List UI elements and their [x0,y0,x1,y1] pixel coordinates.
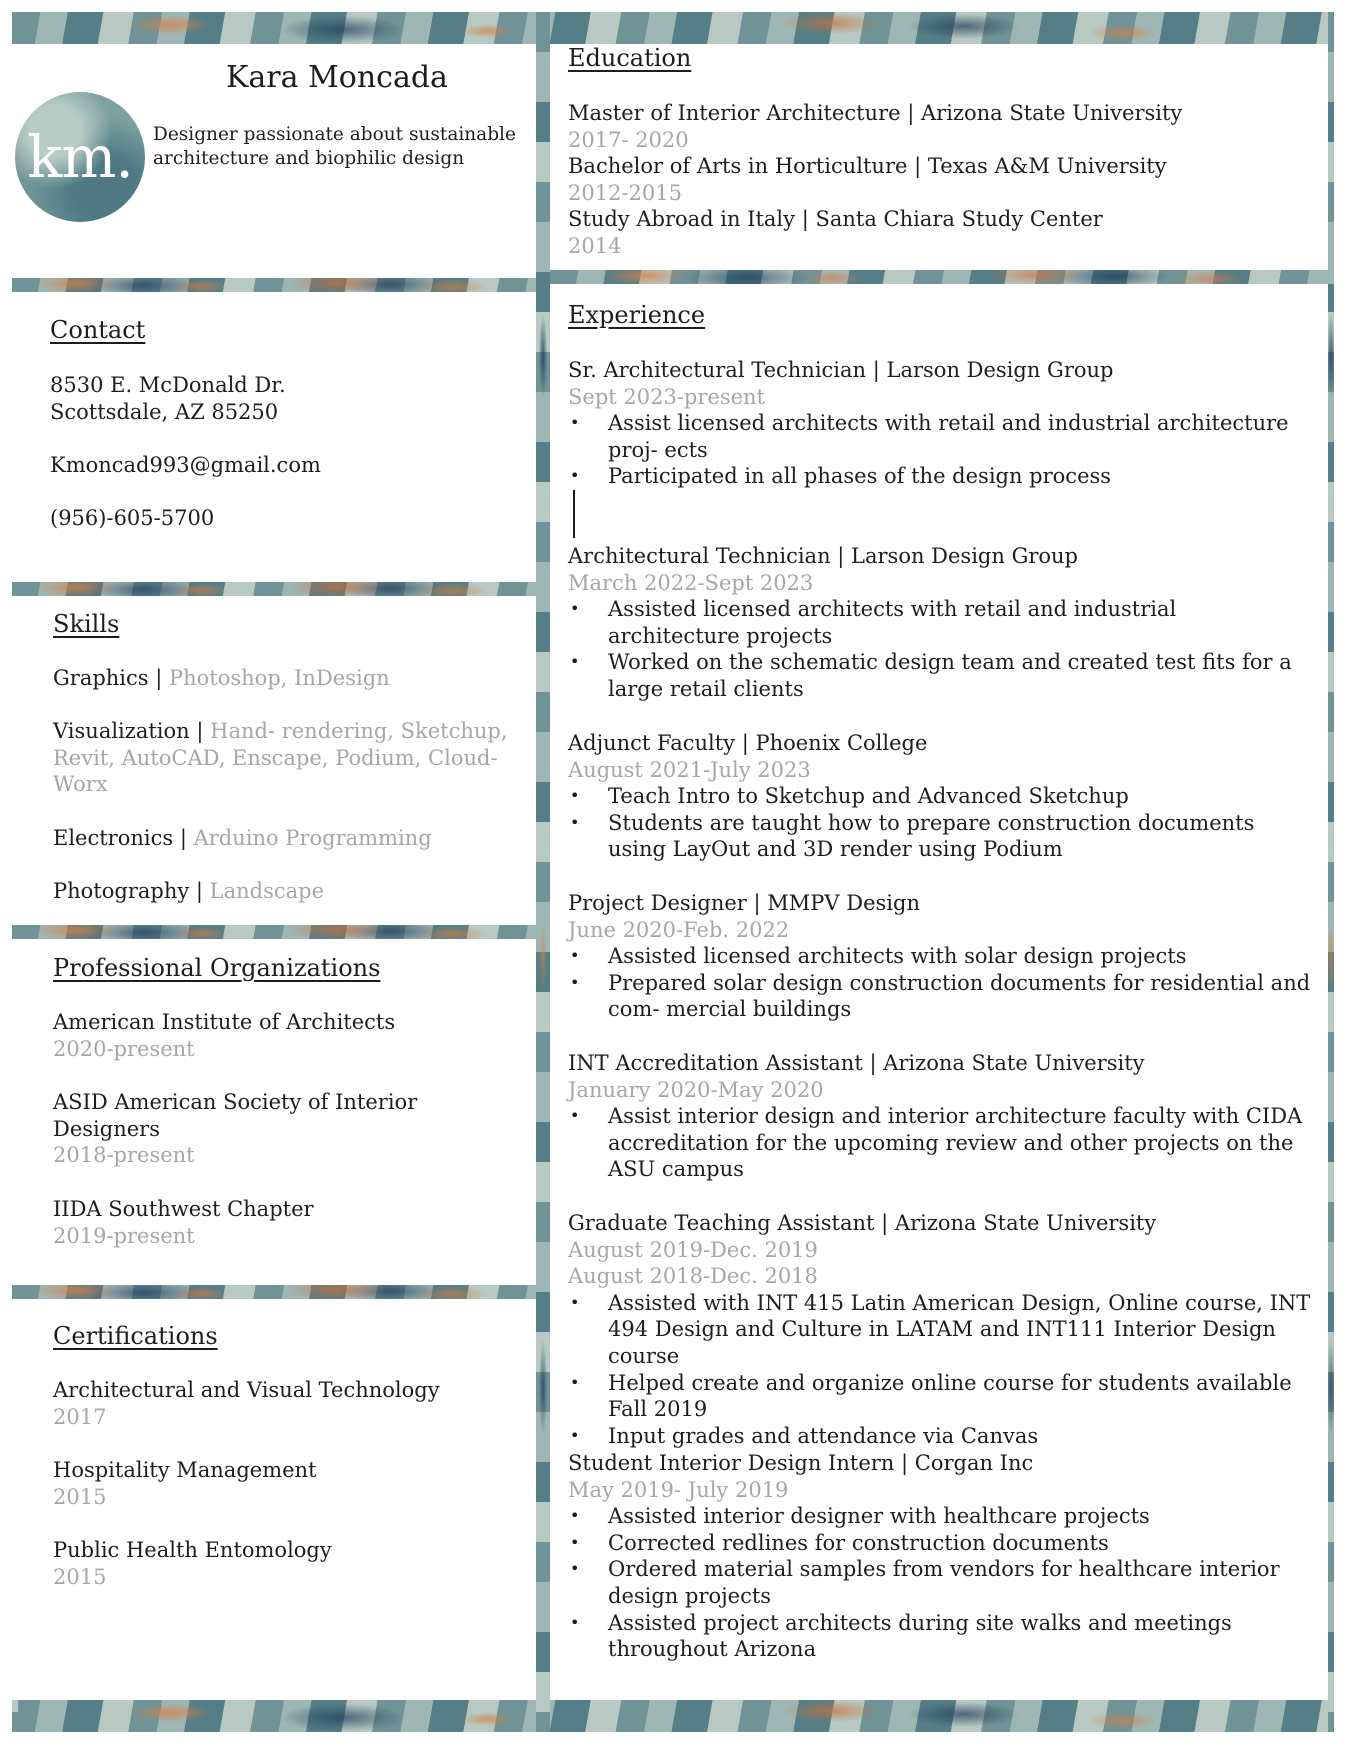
contact-heading: Contact [50,316,146,344]
job-entry: Graduate Teaching Assistant | Arizona State University August 2019-Dec. 2019 August 2018-Dec. 2018 • Assisted with INT 415 Latin American Design, Online course, INT 494 Design and Culture in LATAM and INT111 Interior Design course • Helped create and organize online course for students available Fall 2019 • Input grades and attendance via Canvas [568,1210,1336,1449]
cert-hospitality: Hospitality Management 2015 [53,1458,317,1509]
job-entry: Adjunct Faculty | Phoenix College August 2021-July 2023 • Teach Intro to Sketchup and Advanced Sketchup • Students are taught how to prepare construction documents using LayOut and 3D render using Podium [568,730,1336,863]
tagline: Designer passionate about sustainable architecture and biophilic design [153,124,516,169]
job-bullet: • Students are taught how to prepare construction documents using LayOut and 3D render using Podium [568,810,1298,863]
skill-visualization: Visualization | Hand- rendering, Sketchup, Revit, AutoCAD, Enscape, Podium, Cloud- Worx [53,719,508,797]
job-bullet: • Assisted with INT 415 Latin American Design, Online course, INT 494 Design and Culture in LATAM and INT111 Interior Design course [568,1290,1328,1370]
job-entry: INT Accreditation Assistant | Arizona State University January 2020-May 2020 • Assist interior design and interior architecture faculty with CIDA accreditation for the upcoming review and other projects on the ASU campus [568,1050,1336,1183]
job-bullet: • Prepared solar design construction documents for residential and com- mercial buildings [568,970,1328,1023]
job-bullet: • Teach Intro to Sketchup and Advanced Sketchup [568,783,1336,810]
skills-heading: Skills [53,610,120,638]
job-bullet: • Assisted project architects during site walks and meetings throughout Arizona [568,1610,1328,1663]
top-border-band [12,12,1334,44]
job-entry: Architectural Technician | Larson Design Group March 2022-Sept 2023 • Assisted licensed architects with retail and industrial architecture projects • Worked on the schematic design team and created test fits for a large retail clients [568,543,1336,703]
job-bullet: • Corrected redlines for construction documents [568,1530,1336,1557]
job-bullet: • Assisted licensed architects with retail and industrial architecture projects [568,596,1298,649]
job-bullet: • Assisted licensed architects with solar design projects [568,943,1336,970]
right-divider-band-1 [550,270,1334,284]
skill-electronics: Electronics | Arduino Programming [53,826,432,850]
job-bullet: • Assist interior design and interior architecture faculty with CIDA accreditation for the upcoming review and other projects on the ASU campus [568,1103,1328,1183]
education-item: Bachelor of Arts in Horticulture | Texas A&M University [568,154,1167,179]
monogram-logo: km. [15,92,145,222]
cert-entomology: Public Health Entomology 2015 [53,1538,332,1589]
left-divider-band-1 [12,278,536,292]
certifications-heading: Certifications [53,1322,218,1350]
contact-phone[interactable]: (956)-605-5700 [50,506,215,530]
skill-photography: Photography | Landscape [53,879,325,903]
center-divider-band [536,12,550,1732]
left-divider-band-3 [12,925,536,939]
cert-arch-visual-tech: Architectural and Visual Technology 2017 [53,1378,440,1429]
education-item: Master of Interior Architecture | Arizona State University [568,101,1183,125]
left-divider-band-2 [12,582,536,596]
full-name: Kara Moncada [226,60,448,95]
job-bullet: • Assist licensed architects with retail and industrial architecture proj- ects [568,410,1298,463]
skill-graphics: Graphics | Photoshop, InDesign [53,666,390,690]
job-bullet: • Input grades and attendance via Canvas [568,1423,1336,1450]
job-bullet: • Ordered material samples from vendors for healthcare interior design projects [568,1556,1328,1609]
organizations-heading: Professional Organizations [53,954,381,982]
job-bullet: • Assisted interior designer with healthcare projects [568,1503,1336,1530]
contact-address: 8530 E. McDonald Dr. Scottsdale, AZ 85250 [50,373,286,424]
job-entry: Student Interior Design Intern | Corgan Inc May 2019- July 2019 • Assisted interior designer with healthcare projects • Corrected redlines for construction documents • Ordered material samples from vendors for healthcare interior design projects • Assisted project architects during site walks and meetings throughout Arizona [568,1450,1336,1663]
job-bullet: • Worked on the schematic design team and created test fits for a large retail clients [568,649,1318,702]
job-bullet: • Helped create and organize online course for students available Fall 2019 [568,1370,1318,1423]
job-bullet: • Participated in all phases of the design process [568,463,1336,490]
org-asid: ASID American Society of Interior Designers 2018-present [53,1090,418,1168]
contact-email[interactable]: Kmoncad993@gmail.com [50,453,321,477]
education-heading: Education [568,44,692,72]
job-entry: Project Designer | MMPV Design June 2020-Feb. 2022 • Assisted licensed architects with solar design projects • Prepared solar design construction documents for residential and com- mercial buildings [568,890,1336,1023]
experience-heading: Experience [568,301,706,329]
bottom-border-band [12,1700,1334,1732]
text-cursor-mark [573,490,575,538]
org-aia: American Institute of Architects 2020-present [53,1010,396,1061]
job-entry: Sr. Architectural Technician | Larson Design Group Sept 2023-present • Assist licensed architects with retail and industrial architecture proj- ects • Participated in all phases of the design process [568,357,1336,490]
org-iida: IIDA Southwest Chapter 2019-present [53,1197,314,1248]
education-list: Master of Interior Architecture | Arizona State University 2017- 2020 Bachelor of Arts in Horticulture | Texas A&M University 2012-2015 Study Abroad in Italy | Santa Chiara Study Center 2014 [568,100,1328,260]
education-item: Study Abroad in Italy | Santa Chiara Study Center [568,207,1103,232]
left-divider-band-4 [12,1285,536,1299]
